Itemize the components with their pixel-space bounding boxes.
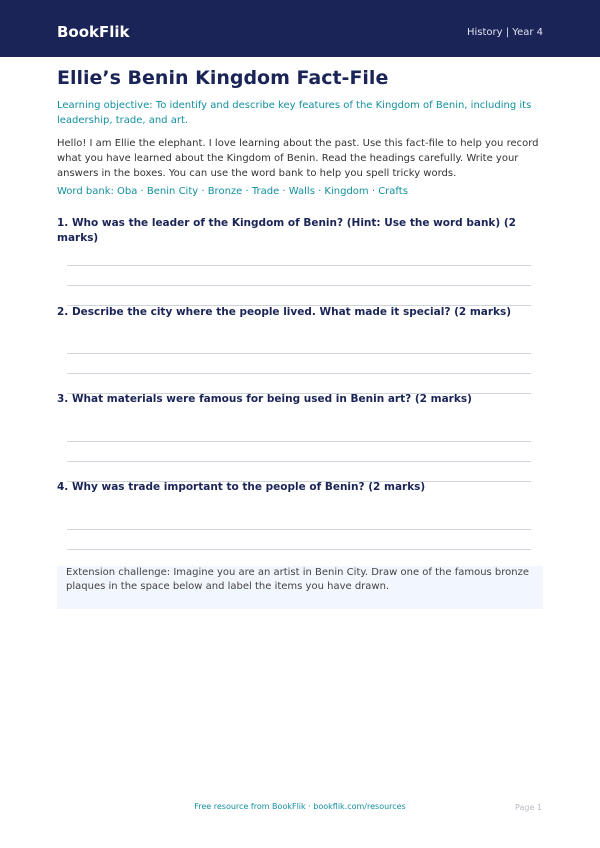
answer-line[interactable]: [67, 353, 531, 354]
question-1: 1. Who was the leader of the Kingdom of Benin? (Hint: Use the word bank) (2 marks): [57, 217, 516, 244]
learning-objective: Learning objective: To identify and describe key features of the Kingdom of Benin, including its leadership, trade, and art.: [57, 100, 532, 126]
extension-box[interactable]: [57, 566, 543, 609]
footer-resource-link[interactable]: Free resource from BookFlik · bookflik.com/resources: [194, 802, 406, 811]
page-number: Page 1: [515, 803, 542, 812]
word-bank: Word bank: Oba · Benin City · Bronze · Trade · Walls · Kingdom · Crafts: [57, 186, 408, 197]
question-3: 3. What materials were famous for being used in Benin art? (2 marks): [57, 393, 472, 405]
answer-line[interactable]: [67, 549, 531, 550]
extension-challenge: Extension challenge: Imagine you are an artist in Benin City. Draw one of the famous bronze plaques in the space below and label the items you have drawn.: [66, 567, 530, 592]
brand-logo[interactable]: BookFlik: [57, 23, 130, 41]
header-bar: [0, 0, 600, 57]
subject-label: History | Year 4: [466, 27, 543, 38]
answer-line[interactable]: [67, 373, 531, 374]
answer-line[interactable]: [67, 441, 531, 442]
answer-line[interactable]: [67, 461, 531, 462]
question-4: 4. Why was trade important to the people of Benin? (2 marks): [57, 481, 426, 493]
answer-line[interactable]: [67, 285, 531, 286]
page-title: Ellie’s Benin Kingdom Fact-File: [57, 67, 389, 89]
answer-line[interactable]: [67, 529, 531, 530]
answer-line[interactable]: [67, 265, 531, 266]
intro-text: Hello! I am Ellie the elephant. I love learning about the past. Use this fact-file to help you record what you have learned about the Kingdom of Benin. Read the headings carefully. Write your answers in the boxes. You can use the word bank to help you spell tricky words.: [57, 138, 539, 179]
question-2: 2. Describe the city where the people lived. What made it special? (2 marks): [57, 306, 512, 318]
